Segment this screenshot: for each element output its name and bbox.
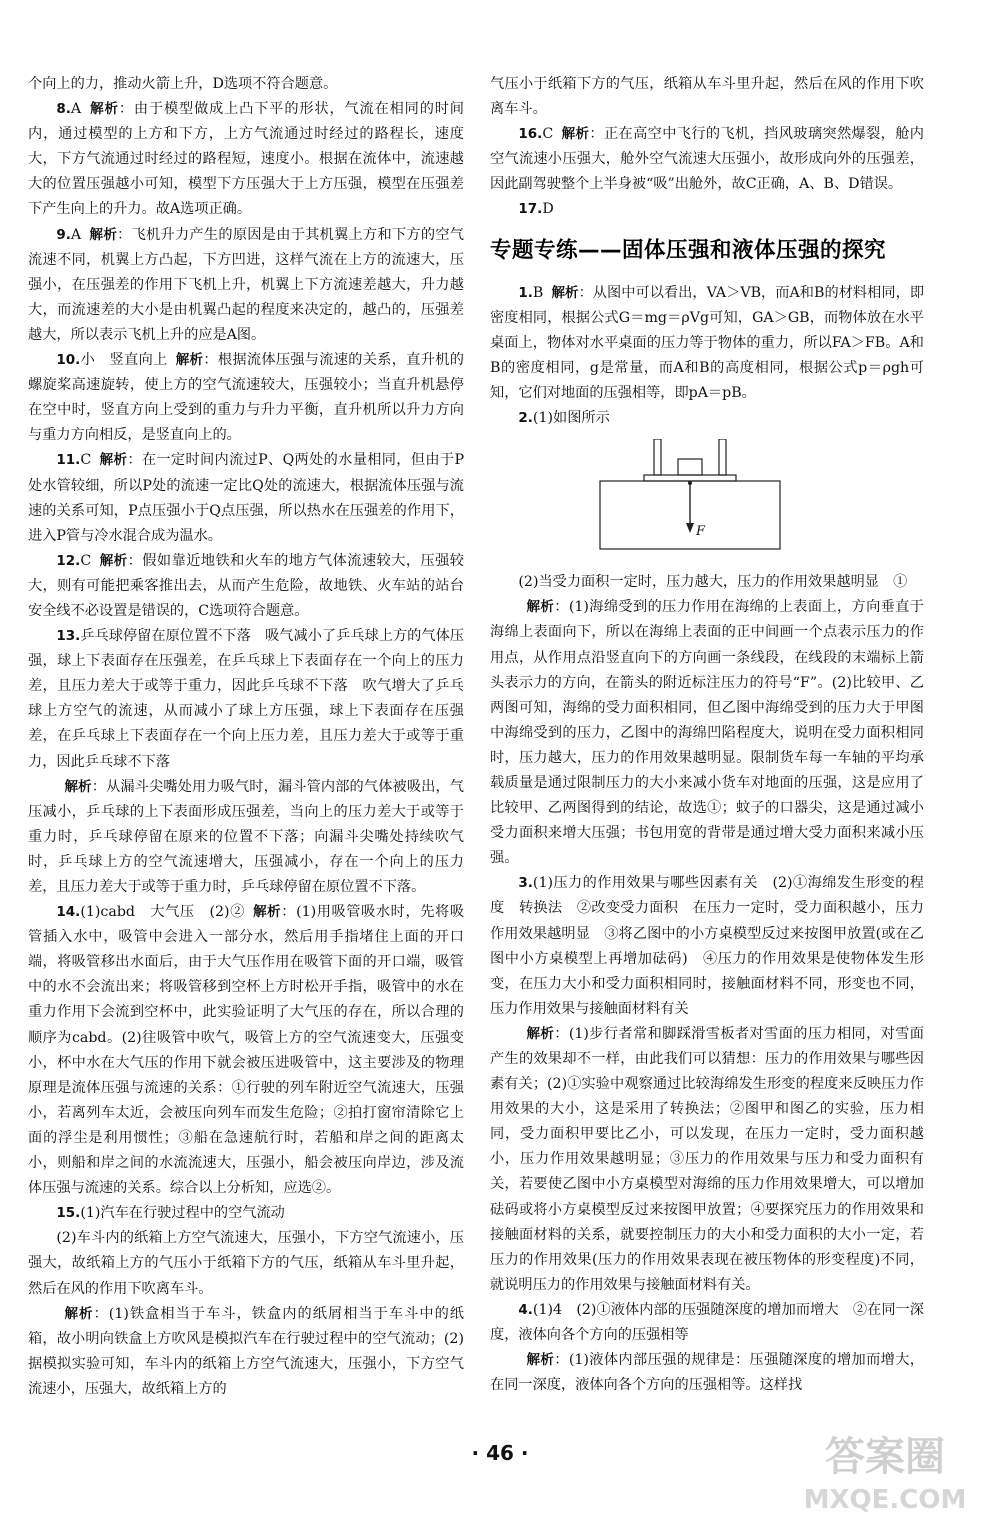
answer-paragraph bbox=[28, 1226, 464, 1301]
paragraph-text: ：根据流体压强与流速的关系，直升机的螺旋桨高速旋转，使上方的空气流速较大，压强较小；当直升机悬停在空中时，竖直方向上受到的重力与升力平衡，直升机所以升力方向与重力方向相反，是竖直向上的。 bbox=[28, 352, 464, 444]
question-number: 15. bbox=[56, 1205, 81, 1222]
left-column bbox=[28, 72, 464, 1402]
answer-text: A bbox=[70, 226, 82, 243]
answer-paragraph bbox=[28, 775, 464, 900]
answer-paragraph bbox=[490, 1022, 924, 1298]
answer-paragraph bbox=[490, 72, 924, 122]
paragraph-text: ：(1)海绵受到的压力作用在海绵的上表面上，方向垂直于海绵上表面向下，所以在海绵上表面的正中间画一个点表示压力的作用点，从作用点沿竖直向下的方向画一条线段，在线段的末端标上箭头表示力的方向，在箭头的附近标注压力的符号“F”。(2)比较甲、乙两图可知，海绵的受力面积相同，但乙图中海绵受到的压力大于甲图中海绵受到的压力，乙图中的海绵凹陷程度大，说明在受力面积相同时，压力越大，压力的作用效果越明显。限制货车每一车轴的平均承载质量是通过限制压力的大小来减小货车对地面的压强，这是应用了比较甲、乙两图得到的结论，故选①；蚊子的口器尖，这是通过减小受力面积来增大压强；书包用宽的背带是通过增大受力面积来减小压强。 bbox=[490, 599, 924, 867]
answer-paragraph bbox=[28, 624, 464, 775]
answer-paragraph bbox=[490, 871, 924, 1022]
answer-paragraph bbox=[28, 549, 464, 624]
answer-paragraph bbox=[28, 1302, 464, 1402]
paragraph-text: ：从图中可以看出，VA＞VB，而A和B的材料相同，即密度相同，根据公式G＝mg＝ρVg可知，GA＞GB，而物体放在水平桌面上，物体对水平桌面的压力等于物体的重力，所以FA＞FB。A和B的密度相同，g是常量，而A和B的高度相同，根据公式p＝ρgh可知，它们对地面的压强相等，即pA＝pB。 bbox=[490, 284, 925, 401]
answer-text: D bbox=[542, 201, 554, 218]
question-number: 4. bbox=[518, 1301, 533, 1318]
question-number: 13. bbox=[56, 628, 81, 645]
answer-text: C bbox=[80, 452, 92, 469]
paragraph-text: ：正在高空中飞行的飞机，挡风玻璃突然爆裂，舱内空气流速小压强大，舱外空气流速大压强小，故形成向外的压强差，因此副驾驶整个上半身被“吸”出舱外，故C正确，A、B、D错误。 bbox=[490, 126, 924, 193]
analysis-label: 解析 bbox=[551, 284, 579, 301]
question-number: 17. bbox=[518, 201, 543, 218]
paragraph-text: 个向上的力，推动火箭上升，D选项不符合题意。 bbox=[28, 76, 338, 92]
answer-paragraph bbox=[490, 281, 924, 406]
table-leg-right bbox=[719, 439, 726, 475]
answer-paragraph bbox=[28, 97, 464, 222]
answer-paragraph bbox=[490, 1298, 924, 1348]
paragraph-text: ：(1)用吸管吸水时，先将吸管插入水中，吸管中会进入一部分水，然后用手指堵住上面的开口端，将吸管移出水面后，由于大气压作用在吸管下面的开口端，吸管中的水不会流出来；将吸管移到空杯上方时松开手指，吸管中的水在重力作用下会流到空杯中，此实验证明了大气压的存在，所以合理的顺序为cabd。(2)往吸管中吹气，吸管上方的空气流速变大，压强变小，杯中水在大气压的作用下就会被压进吸管中，这主要涉及的物理原理是流体压强与流速的关系：①行驶的列车附近空气流速大，压强小，若离列车太近，会被压向列车而发生危险；②拍打窗帘清除它上面的浮尘是利用惯性；③船在急速航行时，若船和岸之间的距离太小，则船和岸之间的水流流速大，压强小，船会被压向岸边，涉及流体压强与流速的关系。综合以上分析知，应选②。 bbox=[28, 904, 465, 1197]
paragraph-text: ：由于模型做成上凸下平的形状，气流在相同的时间内，通过模型的上方和下方，上方气流通过时经过的路程长，速度大，下方气流通过时经过的路程短，速度小。根据在流体中，流速越大的位置压强越小可知，模型下方压强大于上方压强，模型在压强差下产生向上的升力。故A选项正确。 bbox=[28, 101, 464, 218]
paragraph-text: ：从漏斗尖嘴处用力吸气时，漏斗管内部的气体被吸出，气压减小，乒乓球的上下表面形成压强差，当向上的压力差大于或等于重力时，乒乓球停留在原来的位置不下落；向漏斗尖嘴处持续吹气时，乒乓球上方的空气流速增大，压强减小，存在一个向上的压力差，且压力差大于或等于重力时，乒乓球停留在原位置不下落。 bbox=[28, 778, 464, 895]
answer-text: (1)如图所示 bbox=[532, 410, 610, 427]
right-top-block bbox=[490, 72, 924, 223]
question-number: 1. bbox=[518, 284, 533, 301]
question-number: 8. bbox=[56, 101, 71, 118]
question-number: 14. bbox=[56, 904, 81, 921]
force-label: F bbox=[696, 524, 706, 540]
paragraph-text: ：(1)铁盒相当于车斗，铁盒内的纸屑相当于车斗中的纸箱，故小明向铁盒上方吹风是模拟汽车在行驶过程中的空气流动；(2)据模拟实验可知，车斗内的纸箱上方空气流速大，压强小，下方空气流速小，压强大，故纸箱上方的 bbox=[28, 1305, 464, 1397]
right-column bbox=[490, 72, 924, 1398]
analysis-label: 解析 bbox=[253, 904, 282, 921]
page-number: · 46 · bbox=[471, 1441, 529, 1465]
answer-text: (1)压力的作用效果与哪些因素有关 (2)①海绵发生形变的程度 转换法 ②改变受力面积 在压力一定时，受力面积越小，压力作用效果越明显 ③将乙图中的小方桌模型反过来按图甲放置(或在乙图中小方桌模型上再增加砝码) ④压力的作用效果是使物体发生形变，在压力大小和受力面积相同时，接触面材料不同，形变也不同，压力作用效果与接触面材料有关 bbox=[490, 875, 924, 1017]
paragraph-text: (2)当受力面积一定时，压力越大，压力的作用效果越明显 ① bbox=[518, 574, 908, 591]
analysis-label: 解析 bbox=[64, 1305, 94, 1322]
answer-text: 乒乓球停留在原位置不下落 吸气减小了乒乓球上方的气体压强，球上下表面存在压强差，在乒乓球上下表面存在一个向上的压力差，且压力差大于或等于重力，因此乒乓球不下落 吹气增大了乒乓球上方空气的流速，从而减小了球上方压强，球上下表面存在压强差，在乒乓球上下表面存在一个向上压力差，且压力差大于或等于重力，因此乒乓球不下落 bbox=[28, 628, 464, 770]
paragraph-text: (2)车斗内的纸箱上方空气流速大，压强小，下方空气流速小，压强大，故纸箱上方的气压小于纸箱下方的气压，纸箱从车斗里升起，然后在风的作用下吹离车斗。 bbox=[28, 1230, 464, 1297]
answer-paragraph bbox=[28, 72, 464, 97]
analysis-label: 解析 bbox=[89, 226, 118, 243]
question-number: 9. bbox=[56, 226, 71, 243]
analysis-label: 解析 bbox=[89, 101, 119, 118]
answer-text: C bbox=[80, 552, 92, 569]
weight-block bbox=[678, 459, 702, 475]
answer-paragraph bbox=[28, 223, 464, 348]
watermark-top-text: 答案圈 bbox=[825, 1434, 945, 1480]
answer-text: A bbox=[70, 101, 82, 118]
question-number: 3. bbox=[518, 875, 533, 892]
paragraph-text: ：(1)步行者常和脚踩滑雪板者对雪面的压力相同，对雪面产生的效果却不一样，由此我们可以猜想：压力的作用效果与哪些因素有关；(2)①实验中观察通过比较海绵发生形变的程度来反映压力作用效果的大小，这是采用了转换法；②图甲和图乙的实验，压力相同，受力面积甲要比乙小，可以发现，在压力一定时，受力面积越小，压力作用效果越明显；③压力的作用效果与压力和受力面积有关，若要使乙图中小方桌模型对海绵的压力作用效果增大，可以增加砝码或将小方桌模型反过来按图甲放置；④要探究压力的作用效果和接触面材料的关系，就要控制压力的大小和受力面积的大小一定，若压力的作用效果(压力的作用效果表现在被压物体的形变程度)不同，就说明压力的作用效果与接触面材料有关。 bbox=[490, 1025, 924, 1293]
paragraph-text: 气压小于纸箱下方的气压，纸箱从车斗里升起，然后在风的作用下吹离车斗。 bbox=[490, 76, 924, 118]
watermark-logo bbox=[790, 1424, 980, 1516]
answer-paragraph bbox=[28, 448, 464, 548]
question-number: 16. bbox=[518, 126, 543, 143]
watermark-bottom-text: MXQE.COM bbox=[803, 1485, 967, 1515]
question-number: 12. bbox=[56, 552, 81, 569]
table-top bbox=[644, 475, 736, 481]
answer-text: (1)cabd 大气压 (2)② bbox=[80, 904, 245, 921]
answer-text: B bbox=[532, 284, 544, 301]
answer-paragraph bbox=[28, 1201, 464, 1226]
question-number: 2. bbox=[518, 410, 533, 427]
analysis-label: 解析 bbox=[99, 452, 128, 469]
analysis-label: 解析 bbox=[175, 352, 204, 369]
right-bottom-block bbox=[490, 570, 924, 1398]
paragraph-text: ：(1)液体内部压强的规律是：压强随深度的增加而增大，在同一深度，液体向各个方向的压强相等。这样找 bbox=[490, 1352, 924, 1394]
force-point bbox=[688, 481, 692, 485]
table-leg-left bbox=[654, 439, 661, 475]
question-number: 10. bbox=[56, 352, 81, 369]
paragraph-text: ：飞机升力产生的原因是由于其机翼上方和下方的空气流速不同，机翼上方凸起，下方凹进，这样气流在上方的流速大，压强小，在压强差的作用下飞机上升，机翼上下方流速差越大，升力越大，而流速差的大小是由机翼凸起的程度来决定的，越凸的，压强差越大，所以表示飞机上升的应是A图。 bbox=[28, 226, 464, 343]
answer-paragraph bbox=[490, 570, 924, 595]
answer-text: C bbox=[542, 126, 554, 143]
answer-paragraph bbox=[490, 1348, 924, 1398]
answer-paragraph bbox=[490, 197, 924, 222]
analysis-label: 解析 bbox=[561, 126, 590, 143]
answer-paragraph bbox=[490, 406, 924, 431]
analysis-label: 解析 bbox=[64, 778, 92, 795]
analysis-label: 解析 bbox=[526, 1025, 555, 1042]
answer-text: (1)汽车在行驶过程中的空气流动 bbox=[80, 1205, 285, 1222]
analysis-label: 解析 bbox=[99, 552, 128, 569]
force-arrowhead bbox=[686, 523, 694, 533]
answer-paragraph bbox=[490, 595, 924, 871]
answer-paragraph bbox=[28, 348, 464, 448]
answer-text: (1)4 (2)①液体内部的压强随深度的增加而增大 ②在同一深度，液体向各个方向的压强相等 bbox=[490, 1301, 924, 1344]
paragraph-text: ：假如靠近地铁和火车的地方气体流速较大，压强较大，则有可能把乘客推出去，从而产生危险，故地铁、火车站的站台安全线不必设置是错误的，C选项符合题意。 bbox=[28, 552, 464, 619]
right-mid-block bbox=[490, 281, 924, 432]
analysis-label: 解析 bbox=[526, 1352, 555, 1369]
paragraph-text: ：在一定时间内流过P、Q两处的水量相同，但由于P处水管较细，所以P处的流速一定比Q处的流速大，根据流体压强与流速的关系可知，P点压强小于Q点压强，所以热水在压强差的作用下，进入P管与冷水混合成为温水。 bbox=[28, 452, 464, 544]
question-number: 11. bbox=[56, 452, 81, 469]
sponge-figure bbox=[590, 439, 790, 551]
answer-paragraph bbox=[28, 900, 464, 1201]
answer-text: 小 竖直向上 bbox=[80, 352, 168, 369]
section-title: 专题专练——固体压强和液体压强的探究 bbox=[490, 237, 887, 263]
analysis-label: 解析 bbox=[526, 599, 555, 616]
answer-paragraph bbox=[490, 122, 924, 197]
